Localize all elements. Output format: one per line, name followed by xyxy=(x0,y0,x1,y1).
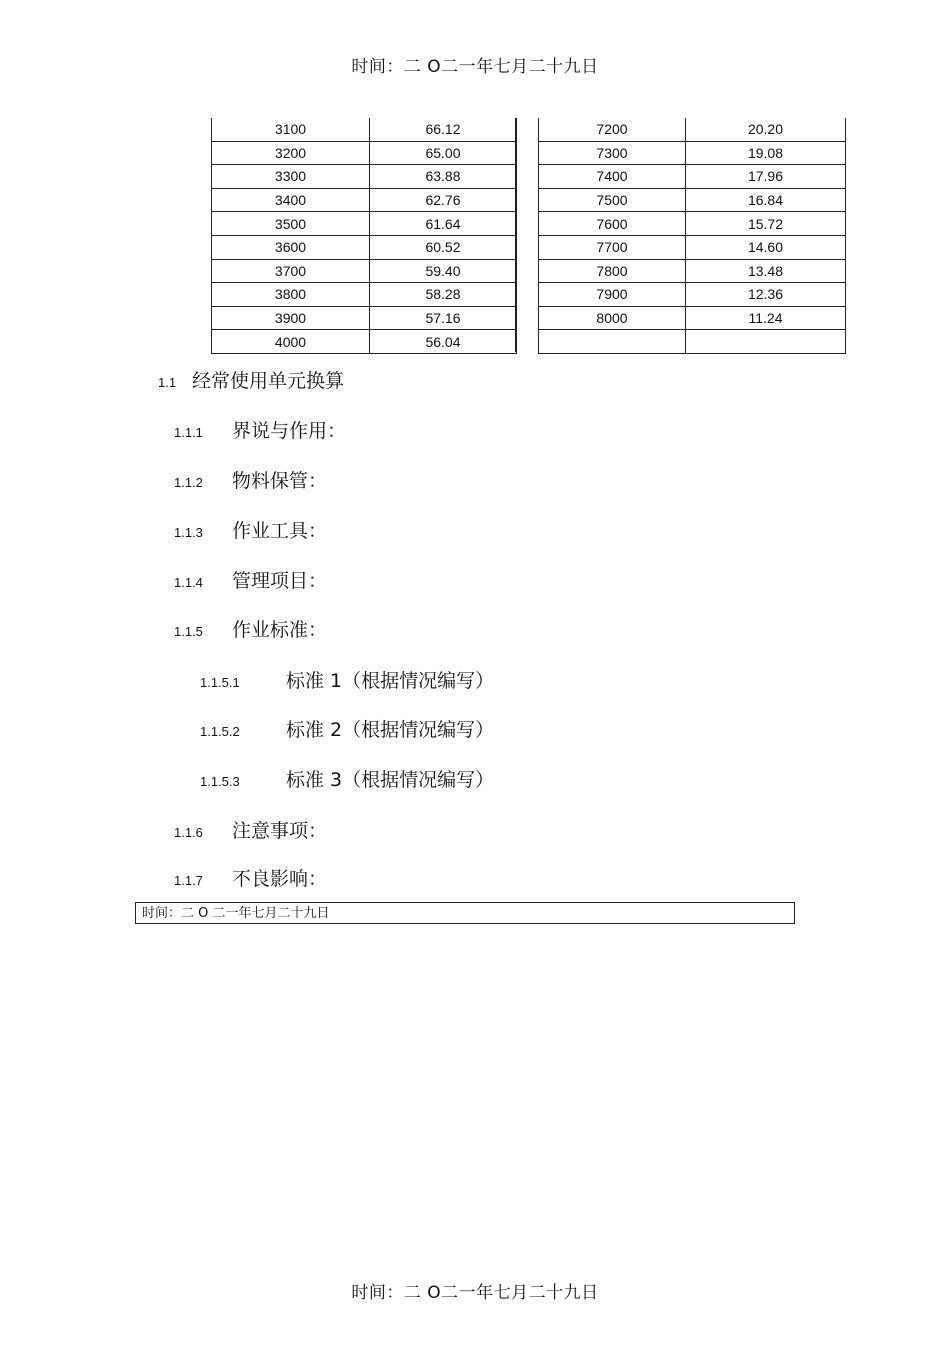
subsubsection-number: 1.1.5.2 xyxy=(200,724,240,739)
table-divider xyxy=(515,118,538,352)
table-row xyxy=(539,212,846,236)
table-cell: 13.48 xyxy=(686,259,846,283)
subsection-heading xyxy=(174,816,327,843)
table-row xyxy=(539,188,846,212)
table-row xyxy=(212,165,517,189)
table-cell: 20.20 xyxy=(686,118,846,141)
table-row xyxy=(539,165,846,189)
table-row xyxy=(212,330,517,354)
subsection-number: 1.1.7 xyxy=(174,873,203,888)
table-cell: 17.96 xyxy=(686,165,846,189)
table-row xyxy=(212,259,517,283)
table-cell: 3400 xyxy=(212,188,370,212)
subsubsection-title: 标准 1（根据情况编写） xyxy=(286,670,495,692)
table-cell: 65.00 xyxy=(370,141,517,165)
table-row xyxy=(212,118,517,141)
subsection-number: 1.1.2 xyxy=(174,475,203,490)
subsubsection-title: 标准 2（根据情况编写） xyxy=(286,719,495,741)
table-cell: 58.28 xyxy=(370,283,517,307)
table-cell: 3700 xyxy=(212,259,370,283)
subsubsection-number: 1.1.5.1 xyxy=(200,675,240,690)
subsection-title: 管理项目： xyxy=(232,570,328,592)
conversion-table-left xyxy=(211,118,517,354)
table-cell: 56.04 xyxy=(370,330,517,354)
table-cell: 3200 xyxy=(212,141,370,165)
section-number: 1.1 xyxy=(158,375,177,390)
subsection-title: 界说与作用： xyxy=(232,420,347,442)
table-cell: 3500 xyxy=(212,212,370,236)
table-cell: 7700 xyxy=(539,235,686,259)
table-row xyxy=(212,141,517,165)
table-row xyxy=(539,283,846,307)
table-cell: 7500 xyxy=(539,188,686,212)
subsection-title: 作业标准： xyxy=(232,619,328,641)
table-cell: 61.64 xyxy=(370,212,517,236)
subsection-title: 不良影响： xyxy=(232,868,328,890)
table-cell: 16.84 xyxy=(686,188,846,212)
subsection-number: 1.1.5 xyxy=(174,624,203,639)
subsubsection-heading xyxy=(200,715,494,742)
date-footer-box: 时间：二 O 二一年七月二十九日 xyxy=(135,902,795,924)
conversion-table-right xyxy=(538,118,846,354)
table-cell: 7900 xyxy=(539,283,686,307)
subsection-number: 1.1.4 xyxy=(174,575,203,590)
table-cell xyxy=(539,330,686,354)
table-cell: 7600 xyxy=(539,212,686,236)
table-row xyxy=(539,330,846,354)
table-cell: 19.08 xyxy=(686,141,846,165)
subsection-heading xyxy=(174,566,327,593)
subsection-heading xyxy=(174,864,327,891)
subsubsection-number: 1.1.5.3 xyxy=(200,774,240,789)
subsection-heading xyxy=(174,516,327,543)
subsection-heading xyxy=(174,466,327,493)
table-cell: 7800 xyxy=(539,259,686,283)
subsection-number: 1.1.3 xyxy=(174,525,203,540)
table-cell xyxy=(686,330,846,354)
page-header: 时间：二 O二一年七月二十九日 xyxy=(351,57,599,77)
subsubsection-heading xyxy=(200,666,494,693)
subsection-number: 1.1.6 xyxy=(174,825,203,840)
table-cell: 60.52 xyxy=(370,235,517,259)
subsection-title: 作业工具： xyxy=(232,520,328,542)
table-cell: 3800 xyxy=(212,283,370,307)
table-row xyxy=(539,235,846,259)
table-cell: 62.76 xyxy=(370,188,517,212)
table-row xyxy=(539,118,846,141)
table-row xyxy=(212,212,517,236)
table-cell: 3100 xyxy=(212,118,370,141)
table-cell: 12.36 xyxy=(686,283,846,307)
table-cell: 3900 xyxy=(212,306,370,330)
table-cell: 7200 xyxy=(539,118,686,141)
table-cell: 59.40 xyxy=(370,259,517,283)
table-row xyxy=(212,283,517,307)
subsubsection-title: 标准 3（根据情况编写） xyxy=(286,769,495,791)
subsection-title: 物料保管： xyxy=(232,470,328,492)
section-title: 经常使用单元换算 xyxy=(192,370,345,392)
section-heading xyxy=(158,366,344,393)
table-row xyxy=(212,235,517,259)
table-row xyxy=(212,188,517,212)
subsection-heading xyxy=(174,416,346,443)
table-row xyxy=(539,306,846,330)
table-cell: 11.24 xyxy=(686,306,846,330)
table-cell: 8000 xyxy=(539,306,686,330)
table-cell: 14.60 xyxy=(686,235,846,259)
table-cell: 3300 xyxy=(212,165,370,189)
subsection-title: 注意事项： xyxy=(232,820,328,842)
table-cell: 7400 xyxy=(539,165,686,189)
page-footer: 时间：二 O二一年七月二十九日 xyxy=(351,1283,599,1303)
table-cell: 7300 xyxy=(539,141,686,165)
subsection-heading xyxy=(174,615,327,642)
table-cell: 4000 xyxy=(212,330,370,354)
table-row xyxy=(539,259,846,283)
table-row xyxy=(539,141,846,165)
subsubsection-heading xyxy=(200,765,494,792)
table-cell: 57.16 xyxy=(370,306,517,330)
table-cell: 15.72 xyxy=(686,212,846,236)
table-cell: 66.12 xyxy=(370,118,517,141)
table-cell: 63.88 xyxy=(370,165,517,189)
table-cell: 3600 xyxy=(212,235,370,259)
table-row xyxy=(212,306,517,330)
subsection-number: 1.1.1 xyxy=(174,425,203,440)
